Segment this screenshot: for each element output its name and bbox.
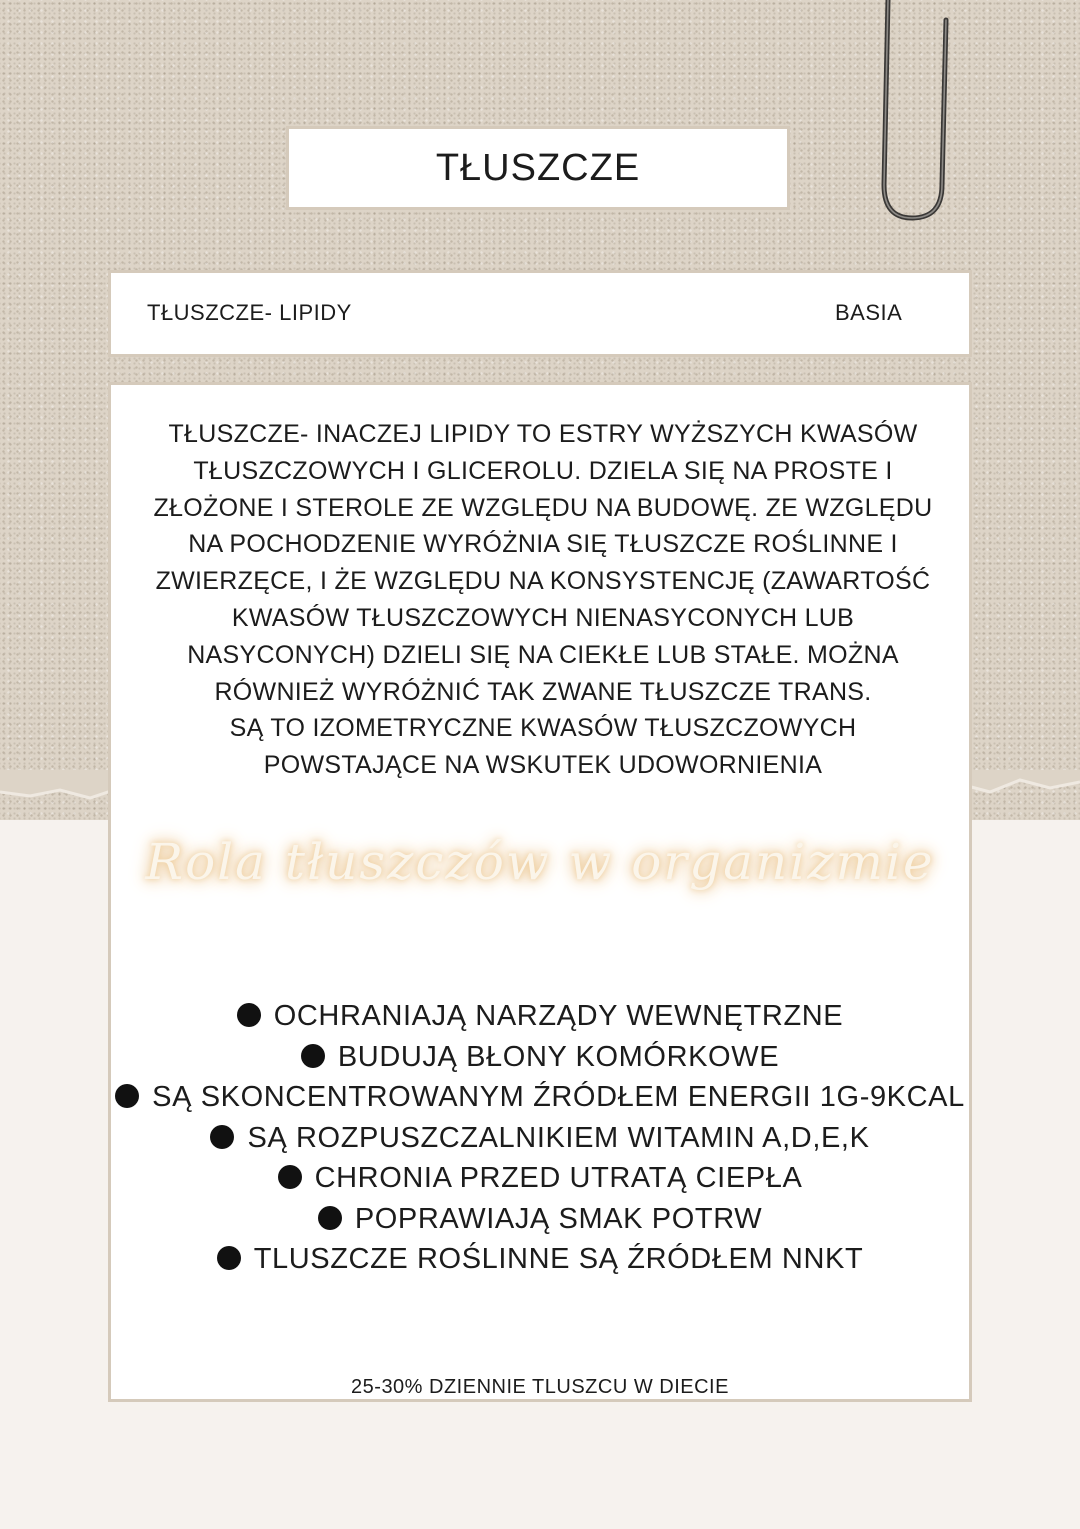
info-bar (108, 270, 972, 357)
roles-heading: Rola tłuszczów w organizmie (145, 833, 935, 891)
definition-line: POWSTAJĄCE NA WSKUTEK UDOWORNIENIA (263, 751, 823, 780)
list-item: SĄ ROZPUSZCZALNIKIEM WITAMIN A,D,E,K (111, 1118, 969, 1159)
list-item: TLUSZCZE ROŚLINNE SĄ ŹRÓDŁEM NNKT (111, 1239, 969, 1280)
definition-line: ZWIERZĘCE, I ŻE WZGLĘDU NA KONSYSTENCJĘ (ZAWARTOŚĆ (155, 567, 931, 596)
definition-line: ZŁOŻONE I STEROLE ZE WZGLĘDU NA BUDOWĘ. ZE WZGLĘDU (153, 493, 933, 522)
footer-note: 25-30% DZIENNIE TLUSZCU W DIECIE (351, 1376, 729, 1398)
topic-label: TŁUSZCZE- LIPIDY (147, 300, 352, 325)
list-item: SĄ SKONCENTROWANYM ŹRÓDŁEM ENERGII 1G-9KCAL (111, 1077, 969, 1118)
roles-list (111, 996, 969, 1280)
definition-line: TŁUSZCZOWYCH I GLICEROLU. DZIELA SIĘ NA PROSTE I (193, 456, 893, 485)
author-label: BASIA (835, 300, 903, 325)
list-item: POPRAWIAJĄ SMAK POTRW (111, 1199, 969, 1240)
definition-line: TŁUSZCZE- INACZEJ LIPIDY TO ESTRY WYŻSZYCH KWASÓW (168, 420, 918, 448)
definition-line: NASYCONYCH) DZIELI SIĘ NA CIEKŁE LUB STAŁE. MOŻNA (187, 640, 899, 669)
page-title (286, 126, 790, 210)
list-item: CHRONIA PRZED UTRATĄ CIEPŁA (111, 1158, 969, 1199)
paperclip-icon (870, 0, 960, 235)
definition-paragraph (131, 416, 955, 784)
definition-line: NA POCHODZENIE WYRÓŻNIA SIĘ TŁUSZCZE ROŚLINNE I (188, 530, 898, 559)
definition-line: SĄ TO IZOMETRYCZNE KWASÓW TŁUSZCZOWYCH (229, 714, 857, 743)
list-item: BUDUJĄ BŁONY KOMÓRKOWE (111, 1037, 969, 1078)
content-card (108, 382, 972, 1402)
definition-line: KWASÓW TŁUSZCZOWYCH NIENASYCONYCH LUB (231, 603, 855, 632)
list-item: OCHRANIAJĄ NARZĄDY WEWNĘTRZNE (111, 996, 969, 1037)
definition-line: RÓWNIEŻ WYRÓŻNIĆ TAK ZWANE TŁUSZCZE TRANS. (214, 677, 872, 706)
page-title-text: TŁUSZCZE (435, 146, 641, 189)
